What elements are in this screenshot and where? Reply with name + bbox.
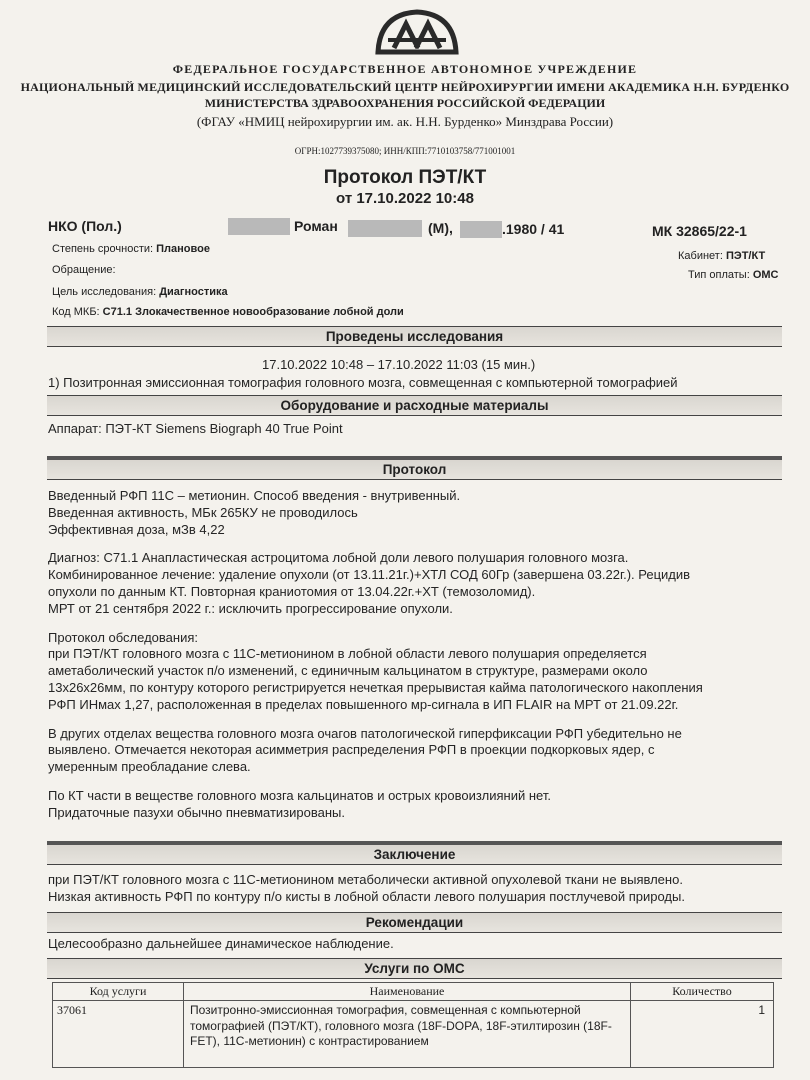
protocol-line: Введенный РФП 11С – метионин. Способ введения - внутривенный.: [48, 488, 461, 503]
patient-org: НКО (Пол.): [48, 218, 122, 234]
redacted-birth: [460, 221, 502, 238]
column-header-name: Наименование: [184, 983, 631, 1001]
goal-row: [52, 286, 228, 298]
org-ids: ОГРН:1027739375080; ИНН/КПП:7710103758/771001001: [294, 146, 516, 156]
protocol-line: при ПЭТ/КТ головного мозга с 11С-метионином в лобной области левого полушария определяется: [48, 646, 647, 662]
org-name: НАЦИОНАЛЬНЫЙ МЕДИЦИНСКИЙ ИССЛЕДОВАТЕЛЬСКИЙ ЦЕНТР НЕЙРОХИРУРГИИ ИМЕНИ АКАДЕМИКА Н.Н. БУРДЕНКО: [20, 80, 790, 94]
protocol-line: МРТ от 21 сентября 2022 г.: исключить прогрессирование опухоли.: [48, 600, 453, 616]
table-row: [53, 1001, 774, 1068]
payment-value: ОМС: [752, 269, 779, 281]
medical-card-number: МК 32865/22-1: [652, 223, 747, 239]
payment-row: [688, 269, 779, 281]
service-code: 37061: [53, 1001, 184, 1068]
section-equipment-header: Оборудование и расходные материалы: [47, 395, 782, 416]
document-date: от 17.10.2022 10:48: [336, 190, 474, 207]
protocol-line: [48, 538, 703, 550]
protocol-line: Комбинированное лечение: удаление опухоли (от 13.11.21г.)+ХТЛ СОД 60Гр (завершена 03.22г.). Рецидив: [48, 567, 691, 583]
redacted-patronymic: [348, 220, 422, 237]
cabinet-row: [678, 250, 765, 262]
protocol-line: РФП ИНмах 1,27, расположенная в пределах повышенного мр-сигнала в ИП FLAIR на МРТ от 21.09.22г.: [48, 696, 679, 712]
protocol-line: умеренным преобладание слева.: [48, 759, 251, 775]
protocol-line: Диагноз: С71.1 Анапластическая астроцитома лобной доли левого полушария головного мозга.: [48, 550, 629, 566]
conclusion-line: Низкая активность РФП по контуру п/о кисты в лобной области левого полушария постлучевой природы.: [48, 888, 685, 904]
appeal-label: Обращение:: [52, 264, 116, 276]
patient-birth: .1980 / 41: [502, 221, 565, 237]
mkb-label: Код МКБ:: [52, 306, 100, 318]
payment-label: Тип оплаты:: [688, 269, 750, 281]
recommendation-text: Целесообразно дальнейшее динамическое наблюдение.: [48, 936, 394, 951]
protocol-line: Эффективная доза, мЗв 4,22: [48, 521, 225, 537]
services-table: [52, 982, 774, 1068]
protocol-line: [48, 714, 703, 726]
conclusion-line: при ПЭТ/КТ головного мозга с 11С-метионином метаболически активной опухолевой ткани не выявлено.: [48, 872, 683, 887]
urgency-value: Плановое: [156, 243, 210, 255]
mkb-row: [52, 306, 404, 318]
cabinet-value: ПЭТ/КТ: [725, 250, 766, 262]
conclusion-text: [48, 872, 685, 906]
goal-label: Цель исследования:: [52, 286, 157, 298]
protocol-line: выявлено. Отмечается некоторая асимметрия распределения РФП в проекции подкорковых ядер, с: [48, 742, 655, 758]
goal-value: Диагностика: [159, 286, 228, 298]
service-quantity: 1: [631, 1001, 774, 1068]
section-services-header: Услуги по ОМС: [47, 958, 782, 979]
patient-name: Роман: [294, 218, 338, 234]
org-type: ФЕДЕРАЛЬНОЕ ГОСУДАРСТВЕННОЕ АВТОНОМНОЕ УЧРЕЖДЕНИЕ: [172, 62, 638, 76]
protocol-line: Протокол обследования:: [48, 629, 198, 645]
cabinet-label: Кабинет:: [678, 250, 723, 262]
protocol-line: По КТ части в веществе головного мозга кальцинатов и острых кровоизлияний нет.: [48, 787, 551, 803]
patient-sex: (М),: [428, 220, 453, 236]
table-header-row: [53, 983, 774, 1001]
protocol-line: аметаболический участок п/о изменений, с единичным кальцинатом в структуре, размерами около: [48, 663, 648, 679]
section-protocol-header: Протокол: [47, 456, 782, 480]
protocol-line: [48, 618, 703, 630]
org-short-name: (ФГАУ «НМИЦ нейрохирургии им. ак. Н.Н. Бурденко» Минздрава России): [196, 114, 614, 129]
org-ministry: МИНИСТЕРСТВА ЗДРАВООХРАНЕНИЯ РОССИЙСКОЙ ФЕДЕРАЦИИ: [204, 96, 606, 110]
section-recommendations-header: Рекомендации: [47, 912, 782, 933]
mkb-value: С71.1 Злокачественное новообразование лобной доли: [102, 306, 404, 318]
redacted-surname: [228, 218, 290, 235]
section-conclusion-header: Заключение: [47, 841, 782, 865]
study-time: 17.10.2022 10:48 – 17.10.2022 11:03 (15 мин.): [262, 357, 536, 372]
protocol-line: 13х26х26мм, по контуру которого регистрируется нечеткая прерывистая кайма патологического накопления: [48, 679, 703, 695]
service-name: Позитронно-эмиссионная томография, совмещенная с компьютерной томографией (ПЭТ/КТ), головного мозга (18F-DOPA, 18F-этилтирозин (18F-FET), 11С-метионин) с контрастированием: [184, 1001, 631, 1068]
protocol-text: [48, 488, 703, 822]
protocol-line: [48, 776, 703, 788]
equipment-device: Аппарат: ПЭТ-КТ Siemens Biograph 40 True Point: [48, 421, 343, 436]
section-studies-header: Проведены исследования: [47, 326, 782, 347]
urgency-row: [52, 243, 210, 255]
institute-logo-icon: [372, 8, 462, 56]
urgency-label: Степень срочности:: [52, 243, 154, 255]
protocol-line: В других отделах вещества головного мозга очагов патологической гиперфиксации РФП убедительно не: [48, 725, 682, 741]
column-header-quantity: Количество: [631, 983, 774, 1001]
protocol-line: опухоли по данным КТ. Повторная краниотомия от 13.04.22г.+ХТ (темозоломид).: [48, 583, 536, 599]
protocol-line: Придаточные пазухи обычно пневматизированы.: [48, 804, 345, 820]
document-title: Протокол ПЭТ/КТ: [323, 167, 487, 188]
study-item: 1) Позитронная эмиссионная томография головного мозга, совмещенная с компьютерной томографией: [48, 375, 678, 390]
protocol-line: Введенная активность, МБк 265КУ не проводилось: [48, 504, 358, 520]
column-header-code: Код услуги: [53, 983, 184, 1001]
